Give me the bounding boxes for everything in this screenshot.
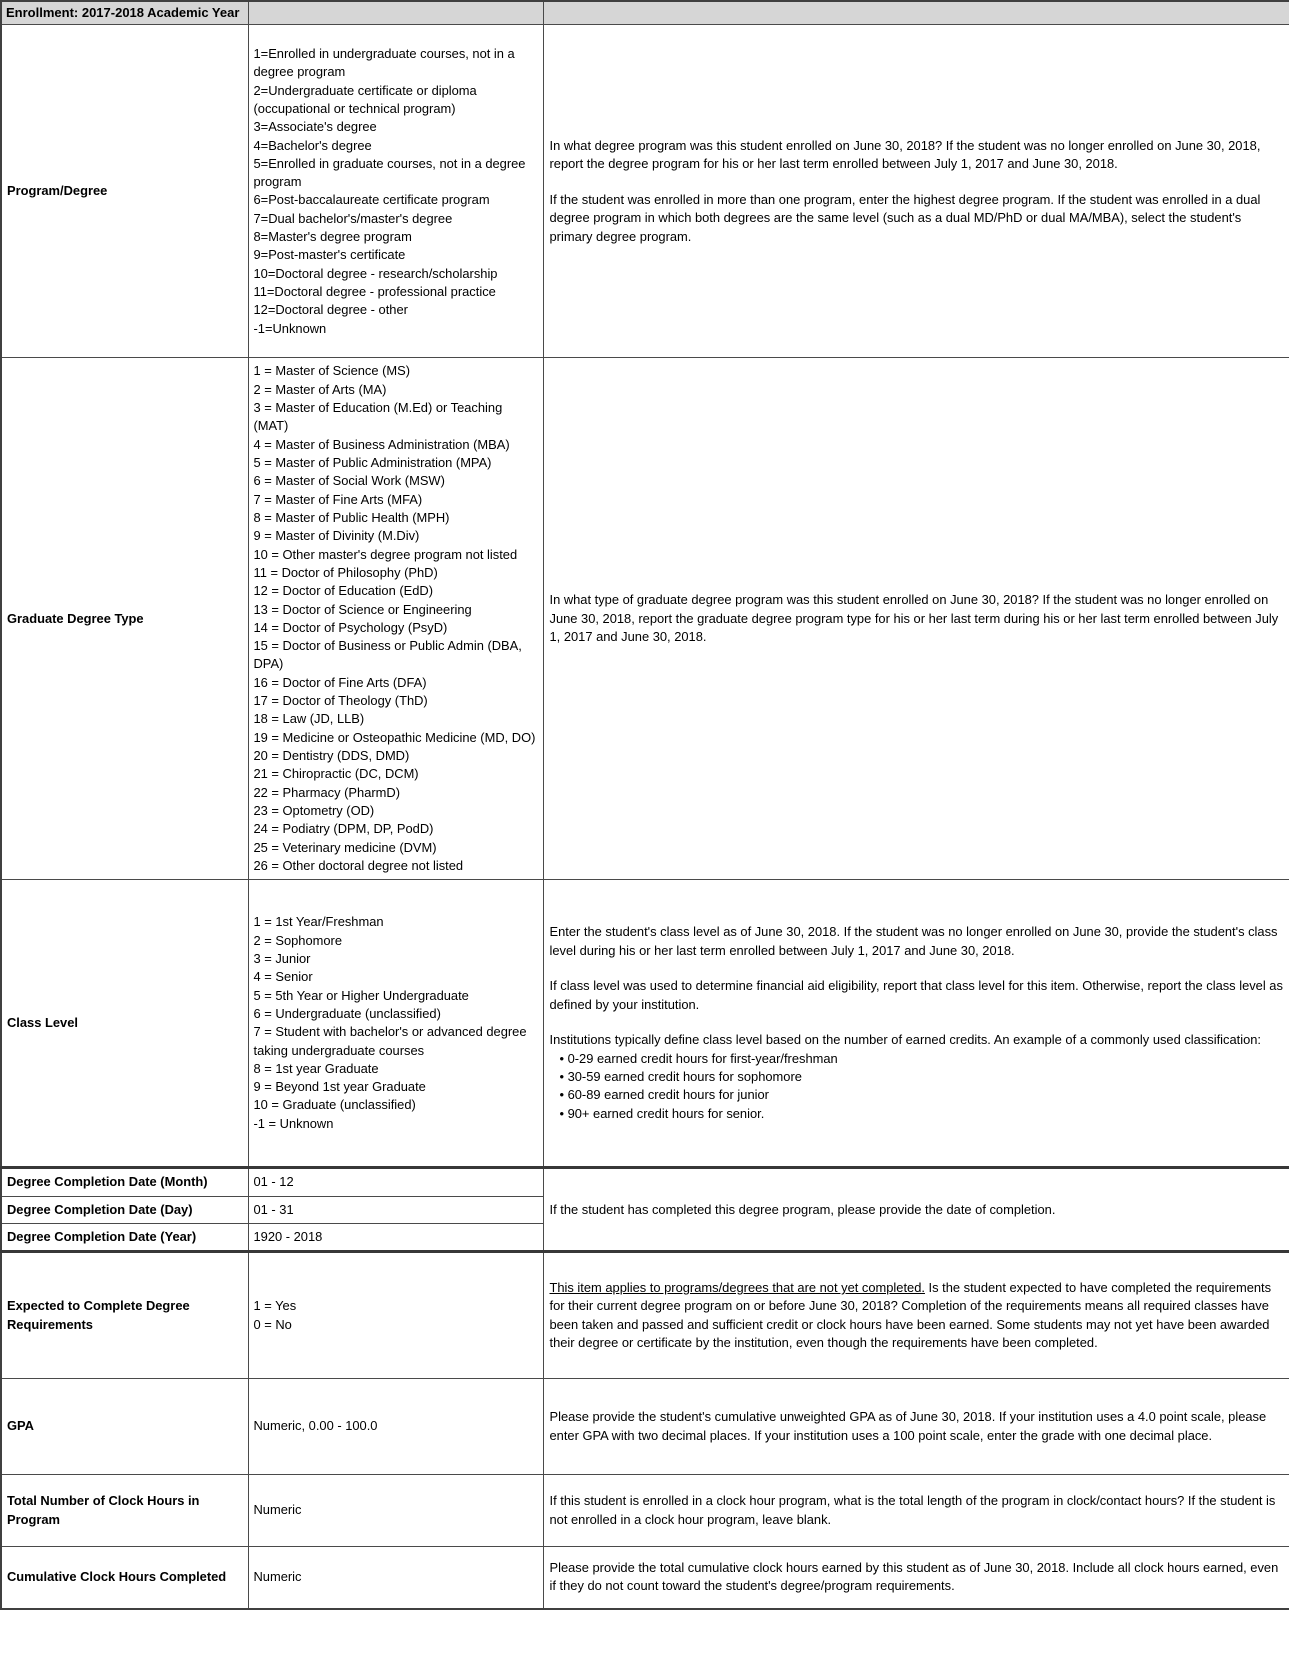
code-option: 5 = 5th Year or Higher Undergraduate [253, 987, 469, 1003]
table-row [1, 1379, 1289, 1475]
code-option: Numeric [253, 1569, 302, 1585]
code-option: 9=Post-master's certificate [253, 247, 406, 263]
code-option: 13 = Doctor of Science or Engineering [253, 601, 472, 617]
description-paragraph [550, 977, 1284, 1014]
field-name-cell: Degree Completion Date (Month) [1, 1168, 248, 1196]
table-row [1, 1547, 1289, 1609]
description-paragraph [550, 1068, 1284, 1086]
code-option: 0 = No [253, 1316, 292, 1332]
code-option: Numeric [253, 1502, 302, 1518]
description-paragraph [550, 1050, 1284, 1068]
code-option: 8 = Master of Public Health (MPH) [253, 509, 450, 525]
code-option: 5 = Master of Public Administration (MPA) [253, 455, 492, 471]
description-paragraph [550, 923, 1284, 960]
code-option: 01 - 12 [253, 1174, 294, 1190]
code-option: 10=Doctoral degree - research/scholarship [253, 265, 498, 281]
table-row [1, 25, 1289, 358]
code-option: 3 = Master of Education (M.Ed) or Teaching (MAT) [253, 400, 503, 434]
description-text: Institutions typically define class level based on the number of earned credits. An example of a commonly used classification: [549, 1032, 1262, 1048]
code-option: 10 = Graduate (unclassified) [253, 1097, 416, 1113]
description-paragraph [550, 1559, 1284, 1596]
description-text: Please provide the total cumulative clock hours earned by this student as of June 30, 2018. Include all clock hours earned, even if they do not count toward the student's degree/program requirements. [549, 1560, 1279, 1594]
description-text: In what degree program was this student enrolled on June 30, 2018? If the student was no longer enrolled on June 30, 2018, report the degree program for his or her last term enrolled between July 1, 2017 and June 30, 2018. [549, 137, 1261, 172]
code-option: 1 = Master of Science (MS) [253, 363, 411, 379]
code-option: 22 = Pharmacy (PharmD) [253, 784, 400, 800]
description-text: If the student was enrolled in more than one program, enter the highest degree program. If the student was enrolled in a dual degree program in which both degrees are the same level (such as a dual MD/PhD or dual MA/MBA), select the student's primary degree program. [549, 192, 1261, 244]
code-option: -1 = Unknown [253, 1115, 334, 1131]
description-text: If this student is enrolled in a clock hour program, what is the total length of the program in clock/contact hours? If the student is not enrolled in a clock hour program, leave blank. [549, 1493, 1276, 1527]
description-paragraph [550, 1086, 1284, 1104]
code-option: 25 = Veterinary medicine (DVM) [253, 839, 437, 855]
codes-cell [248, 358, 543, 880]
code-option: -1=Unknown [253, 320, 327, 336]
code-option: 18 = Law (JD, LLB) [253, 711, 365, 727]
table-row [1, 1475, 1289, 1547]
description-paragraph [550, 191, 1284, 246]
code-option: 3=Associate's degree [253, 119, 377, 135]
description-text: Is the student expected to have completed the requirements for their current degree program on or before June 30, 2018? Completion of the requirements means all required classes have been taken and passed and sufficient credit or clock hours have been earned. Some students may not yet have been awarded their degree or certificate by the institution, even though the requirements have been completed. [549, 1280, 1272, 1350]
description-text: • 30-59 earned credit hours for sophomore [559, 1069, 802, 1085]
codes-cell [248, 1547, 543, 1609]
table-header-row [1, 1, 1289, 25]
description-text: If class level was used to determine financial aid eligibility, report that class level for this item. Otherwise, report the class level as defined by your institution. [549, 978, 1283, 1012]
description-paragraph [550, 1105, 1284, 1123]
header-codes-cell [248, 1, 543, 25]
code-option: 11=Doctoral degree - professional practice [253, 284, 496, 300]
description-cell [543, 1252, 1289, 1379]
code-option: 2 = Sophomore [253, 932, 343, 948]
table-row [1, 358, 1289, 880]
description-text: Please provide the student's cumulative unweighted GPA as of June 30, 2018. If your institution uses a 4.0 point scale, please enter GPA with two decimal places. If your institution uses a 100 point scale, enter the grade with one decimal place. [549, 1409, 1267, 1443]
description-paragraph [550, 1279, 1284, 1352]
description-cell [543, 1379, 1289, 1475]
field-name-cell: Graduate Degree Type [1, 358, 248, 880]
description-text: • 60-89 earned credit hours for junior [559, 1087, 769, 1103]
code-option: 7 = Student with bachelor's or advanced degree taking undergraduate courses [253, 1024, 527, 1058]
code-option: 14 = Doctor of Psychology (PsyD) [253, 619, 448, 635]
field-name-cell: Cumulative Clock Hours Completed [1, 1547, 248, 1609]
code-option: 6 = Undergraduate (unclassified) [253, 1005, 441, 1021]
code-option: 12 = Doctor of Education (EdD) [253, 583, 433, 599]
field-name-cell: Expected to Complete Degree Requirements [1, 1252, 248, 1379]
code-option: 3 = Junior [253, 950, 311, 966]
code-option: 4 = Master of Business Administration (MBA) [253, 436, 510, 452]
code-option: 7 = Master of Fine Arts (MFA) [253, 491, 423, 507]
description-text: Enter the student's class level as of June 30, 2018. If the student was no longer enrolled on June 30, provide the student's class level during his or her last term enrolled between July 1, 2017 and June 30, 2018. [549, 924, 1278, 958]
code-option: 1920 - 2018 [253, 1228, 323, 1244]
codes-cell [248, 1475, 543, 1547]
description-paragraph [550, 591, 1284, 646]
code-option: 17 = Doctor of Theology (ThD) [253, 693, 428, 709]
code-option: 26 = Other doctoral degree not listed [253, 857, 464, 873]
code-option: 4=Bachelor's degree [253, 137, 372, 153]
description-text: If the student has completed this degree program, please provide the date of completion. [549, 1201, 1056, 1217]
description-text: • 90+ earned credit hours for senior. [559, 1105, 765, 1121]
table-row [1, 880, 1289, 1168]
field-name-cell: Degree Completion Date (Year) [1, 1223, 248, 1251]
codes-cell [248, 1223, 543, 1251]
description-paragraph [550, 137, 1284, 174]
description-text: In what type of graduate degree program was this student enrolled on June 30, 2018? If the student was no longer enrolled on June 30, 2018, report the graduate degree program type for his or her last term during his or her last term enrolled between July 1, 2017 and June 30, 2018. [549, 592, 1279, 644]
codes-cell [248, 1252, 543, 1379]
underlined-text: This item applies to programs/degrees that are not yet completed. [549, 1280, 925, 1296]
code-option: 19 = Medicine or Osteopathic Medicine (MD, DO) [253, 729, 536, 745]
table-row [1, 1168, 1289, 1196]
field-name-cell: Degree Completion Date (Day) [1, 1196, 248, 1223]
code-option: 9 = Beyond 1st year Graduate [253, 1079, 426, 1095]
code-option: 10 = Other master's degree program not listed [253, 546, 518, 562]
code-option: 23 = Optometry (OD) [253, 802, 375, 818]
code-option: 2=Undergraduate certificate or diploma (occupational or technical program) [253, 82, 477, 116]
section-title: Enrollment: 2017-2018 Academic Year [1, 1, 248, 25]
code-option: 11 = Doctor of Philosophy (PhD) [253, 564, 438, 580]
description-cell [543, 25, 1289, 358]
codes-cell [248, 1168, 543, 1196]
description-paragraph [550, 1492, 1284, 1529]
code-option: 5=Enrolled in graduate courses, not in a degree program [253, 155, 526, 190]
code-option: 21 = Chiropractic (DC, DCM) [253, 766, 419, 782]
field-name-cell: GPA [1, 1379, 248, 1475]
code-option: 6 = Master of Social Work (MSW) [253, 473, 445, 489]
description-cell [543, 358, 1289, 880]
code-option: 12=Doctoral degree - other [253, 302, 408, 318]
code-option: Numeric, 0.00 - 100.0 [253, 1418, 378, 1434]
description-text: • 0-29 earned credit hours for first-year/freshman [559, 1050, 838, 1066]
codes-cell [248, 1379, 543, 1475]
description-cell [543, 880, 1289, 1168]
description-cell [543, 1475, 1289, 1547]
code-option: 9 = Master of Divinity (M.Div) [253, 528, 420, 544]
table-row [1, 1252, 1289, 1379]
field-name-cell: Class Level [1, 880, 248, 1168]
description-cell [543, 1547, 1289, 1609]
code-option: 01 - 31 [253, 1201, 294, 1217]
codes-cell [248, 25, 543, 358]
code-option: 16 = Doctor of Fine Arts (DFA) [253, 674, 427, 690]
code-option: 4 = Senior [253, 969, 313, 985]
code-option: 6=Post-baccalaureate certificate program [253, 192, 490, 208]
codes-cell [248, 1196, 543, 1223]
enrollment-table-body [1, 25, 1289, 1609]
description-paragraph [550, 1201, 1284, 1219]
header-description-cell [543, 1, 1289, 25]
description-cell [543, 1168, 1289, 1252]
description-paragraph [550, 1031, 1284, 1049]
field-name-cell: Total Number of Clock Hours in Program [1, 1475, 248, 1547]
code-option: 2 = Master of Arts (MA) [253, 381, 387, 397]
code-option: 8=Master's degree program [253, 229, 412, 245]
code-option: 20 = Dentistry (DDS, DMD) [253, 748, 410, 764]
code-option: 24 = Podiatry (DPM, DP, PodD) [253, 821, 434, 837]
code-option: 8 = 1st year Graduate [253, 1060, 379, 1076]
code-option: 1=Enrolled in undergraduate courses, not in a degree program [253, 45, 515, 80]
code-option: 1 = Yes [253, 1298, 297, 1314]
field-name-cell: Program/Degree [1, 25, 248, 358]
codes-cell [248, 880, 543, 1168]
code-option: 7=Dual bachelor's/master's degree [253, 210, 453, 226]
code-option: 1 = 1st Year/Freshman [253, 914, 384, 930]
code-option: 15 = Doctor of Business or Public Admin (DBA, DPA) [253, 638, 522, 672]
description-paragraph [550, 1408, 1284, 1445]
